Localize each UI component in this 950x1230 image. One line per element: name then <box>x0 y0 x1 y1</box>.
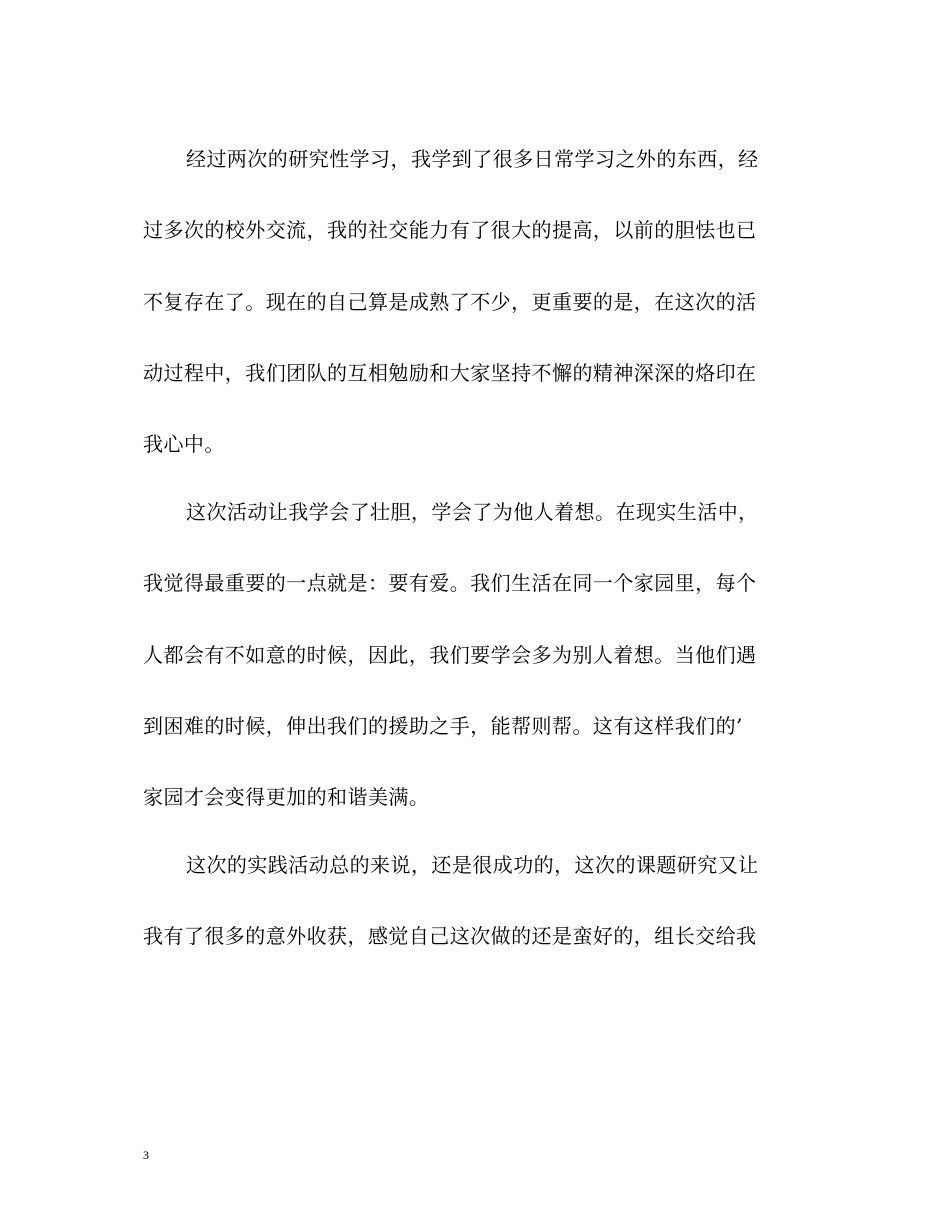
text-line: 过多次的校外交流，我的社交能力有了很大的提高，以前的胆怯也已 <box>143 218 757 242</box>
text-line: 人都会有不如意的时候，因此，我们要学会多为别人着想。当他们遇 <box>143 643 757 667</box>
text-line: 动过程中，我们团队的互相勉励和大家坚持不懈的精神深深的烙印在 <box>143 361 757 385</box>
text-line: 家园才会变得更加的和谐美满。 <box>143 785 430 809</box>
text-line: 这次活动让我学会了壮胆，学会了为他人着想。在现实生活中， <box>186 500 759 524</box>
text-line: 我觉得最重要的一点就是：要有爱。我们生活在同一个家园里，每个 <box>143 571 757 595</box>
text-line: 我有了很多的意外收获，感觉自己这次做的还是蛮好的，组长交给我 <box>143 924 757 948</box>
page-number: 3 <box>143 1148 149 1162</box>
text-line: 到困难的时候，伸出我们的援助之手，能帮则帮。这有这样我们的’ <box>143 714 743 738</box>
text-line: 我心中。 <box>143 432 225 456</box>
text-line: 经过两次的研究性学习，我学到了很多日常学习之外的东西，经 <box>186 147 759 171</box>
text-line: 这次的实践活动总的来说，还是很成功的，这次的课题研究又让 <box>186 853 759 877</box>
text-line: 不复存在了。现在的自己算是成熟了不少，更重要的是，在这次的活 <box>143 290 757 314</box>
